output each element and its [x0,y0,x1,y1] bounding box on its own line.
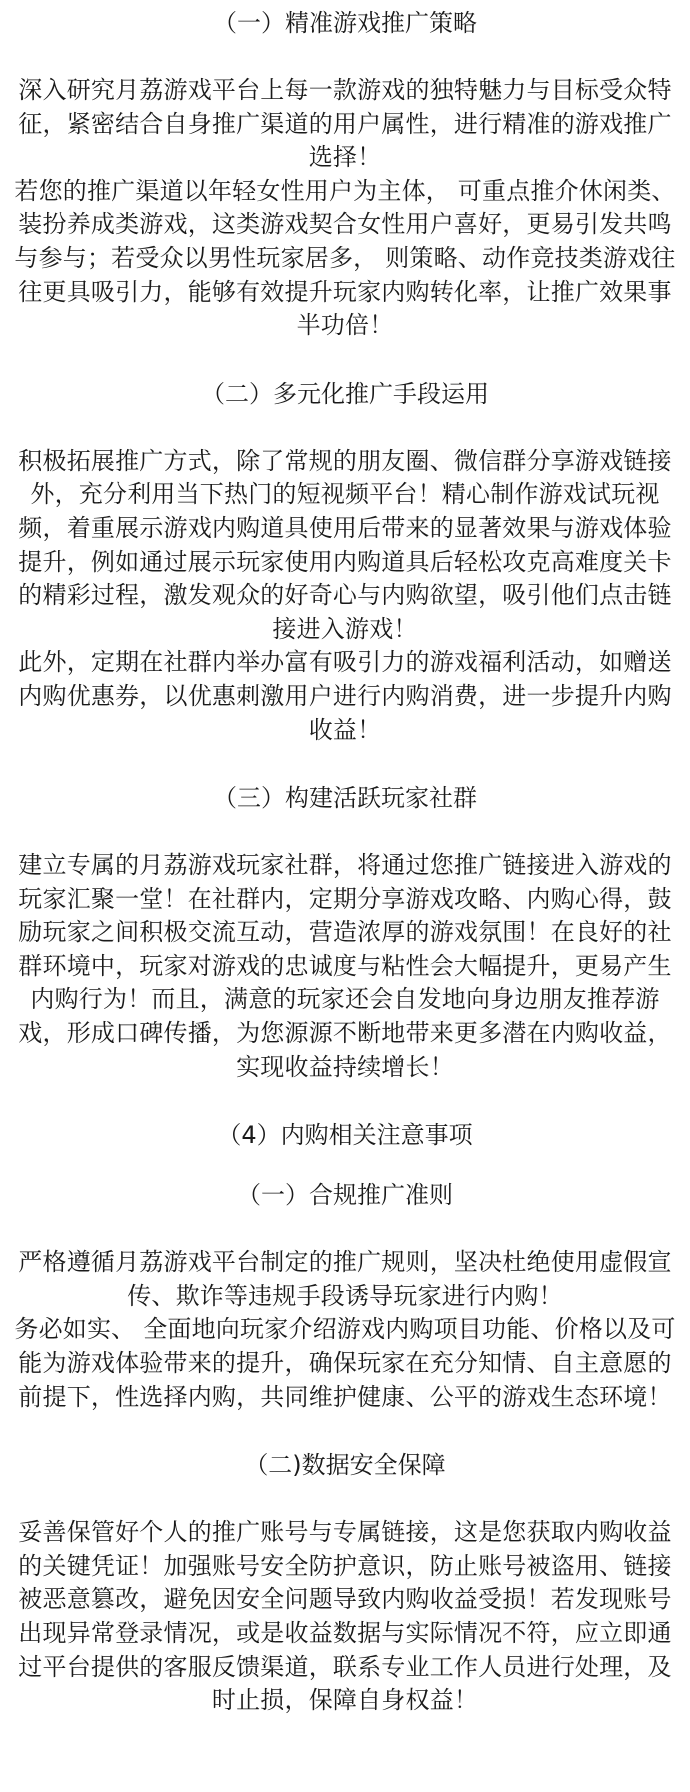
paragraph: 务必如实、 全面地向玩家介绍游戏内购项目功能、价格以及可能为游戏体验带来的提升，确保玩家在充分知情、自主意愿的前提下，性选择内购，共同维护健康、公平的游戏生态环境！ [14,1315,676,1411]
section-heading: （一）合规推广准则 [237,1181,453,1210]
paragraph: 积极拓展推广方式，除了常规的朋友圈、微信群分享游戏链接外，充分利用当下热门的短视频平台！精心制作游戏试玩视频，着重展示游戏内购道具使用后带来的显著效果与游戏体验提升，例如通过展示玩家使用内购道具后轻松攻克高难度关卡的精彩过程，激发观众的好奇心与内购欲望，吸引他们点击链接进入游戏！ [18,446,672,643]
section-compliance [10,1178,680,1414]
section-precise-strategy [10,6,680,343]
paragraph: 严格遵循月荔游戏平台制定的推广规则，坚决杜绝使用虚假宣传、欺诈等违规手段诱导玩家进行内购！ [18,1248,672,1310]
section-data-security [10,1448,680,1718]
section-heading: （三）构建活跃玩家社群 [213,784,477,813]
paragraph: 若您的推广渠道以年轻女性用户为主体， 可重点推介休闲类、装扮养成类游戏，这类游戏契合女性用户喜好，更易引发共鸣与参与；若受众以男性玩家居多， 则策略、动作竞技类游戏往往更具吸引力，能够有效提升玩家内购转化率，让推广效果事半功倍！ [14,176,676,340]
section-heading: （4）内购相关注意事项 [217,1121,473,1150]
section-heading: （一）精准游戏推广策略 [213,9,477,37]
section-diverse-methods [10,377,680,747]
paragraph: 深入研究月荔游戏平台上每一款游戏的独特魅力与目标受众特征，紧密结合自身推广渠道的用户属性，进行精准的游戏推广选择！ [18,76,672,172]
paragraph: 此外，定期在社群内举办富有吸引力的游戏福利活动，如赠送内购优惠券，以优惠刺激用户进行内购消费，进一步提升内购收益！ [18,648,672,744]
section-heading: （二）多元化推广手段运用 [201,379,489,408]
paragraph: 建立专属的月荔游戏玩家社群，将通过您推广链接进入游戏的玩家汇聚一堂！在社群内，定期分享游戏攻略、内购心得，鼓励玩家之间积极交流互动，营造浓厚的游戏氛围！在良好的社群环境中，玩家对游戏的忠诚度与粘性会大幅提升，更易产生内购行为！而且，满意的玩家还会自发地向身边朋友推荐游戏，形成口碑传播，为您源源不断地带来更多潜在内购收益，实现收益持续增长！ [18,851,672,1081]
section-heading: （二)数据安全保障 [244,1451,446,1480]
section-purchase-notes [10,1118,680,1152]
section-player-community [10,781,680,1084]
paragraph: 妥善保管好个人的推广账号与专属链接，这是您获取内购收益的关键凭证！加强账号安全防护意识，防止账号被盗用、链接被恶意篡改，避免因安全问题导致内购收益受损！若发现账号出现异常登录情况，或是收益数据与实际情况不符，应立即通过平台提供的客服反馈渠道，联系专业工作人员进行处理，及时止损，保障自身权益！ [18,1518,672,1715]
